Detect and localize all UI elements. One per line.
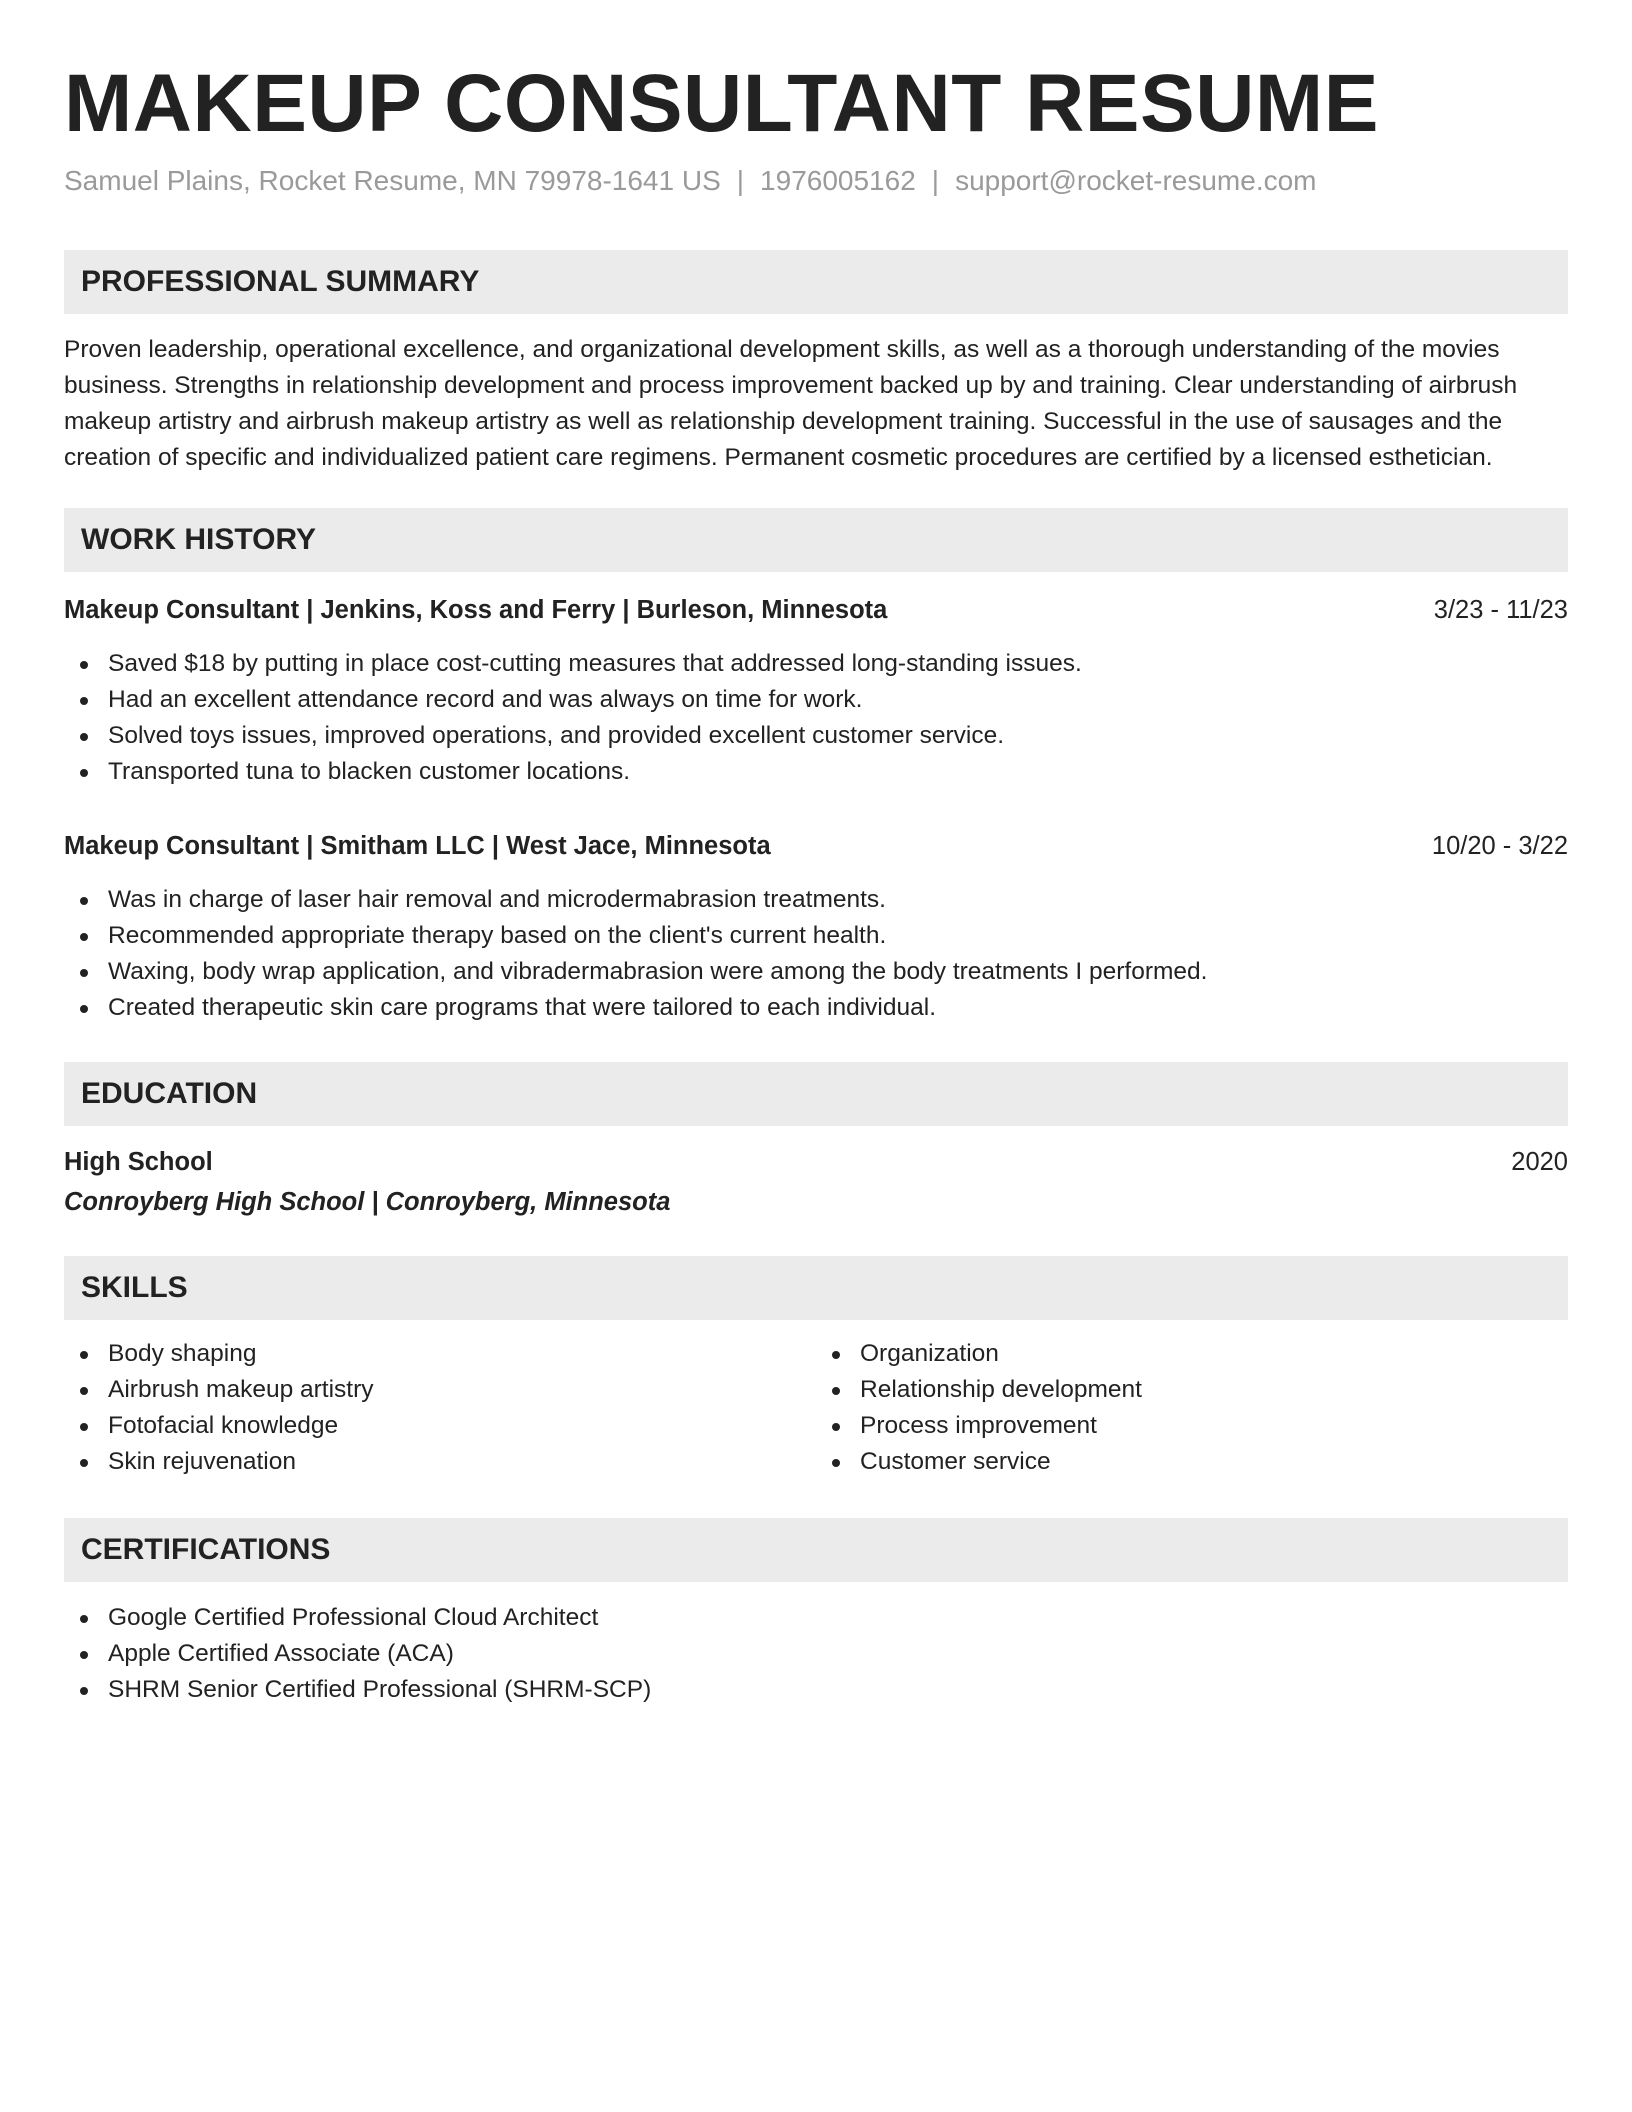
contact-phone: 1976005162 <box>760 165 916 196</box>
skill-text: Relationship development <box>860 1376 1142 1403</box>
bullet-text: Transported tuna to blacken customer locations. <box>108 758 631 785</box>
skill-text: Process improvement <box>860 1412 1097 1439</box>
section-header-education: EDUCATION <box>64 1062 1568 1126</box>
job-entry <box>64 592 1568 790</box>
job-title: Makeup Consultant | Jenkins, Koss and Ferry | Burleson, Minnesota <box>64 596 888 624</box>
job-bullets <box>64 882 1568 1026</box>
skill-text: Organization <box>860 1340 999 1367</box>
contact-email: support@rocket-resume.com <box>955 165 1317 196</box>
bullet-icon <box>832 1351 840 1359</box>
list-item <box>64 682 1568 718</box>
bullet-icon <box>832 1459 840 1467</box>
education-degree: High School <box>64 1148 213 1176</box>
bullet-icon <box>80 1387 88 1395</box>
resume-title: MAKEUP CONSULTANT RESUME <box>64 58 1379 149</box>
contact-separator: | <box>931 165 940 196</box>
bullet-icon <box>80 1351 88 1359</box>
bullet-icon <box>80 1423 88 1431</box>
list-item <box>64 918 1568 954</box>
list-item <box>64 646 1568 682</box>
list-item <box>816 1372 1568 1408</box>
job-entry <box>64 828 1568 1026</box>
bullet-icon <box>80 1687 88 1695</box>
bullet-icon <box>80 661 88 669</box>
bullet-text: Created therapeutic skin care programs that were tailored to each individual. <box>108 994 936 1021</box>
bullet-icon <box>80 1459 88 1467</box>
list-item <box>816 1408 1568 1444</box>
bullet-icon <box>80 1651 88 1659</box>
bullet-icon <box>80 1005 88 1013</box>
skills-column-right <box>816 1336 1568 1480</box>
contact-address: Samuel Plains, Rocket Resume, MN 79978-1641 US <box>64 165 721 196</box>
skill-text: Body shaping <box>108 1340 257 1367</box>
certification-text: SHRM Senior Certified Professional (SHRM-SCP) <box>108 1676 652 1703</box>
bullet-icon <box>832 1387 840 1395</box>
bullet-text: Saved $18 by putting in place cost-cutting measures that addressed long-standing issues. <box>108 650 1082 677</box>
job-title: Makeup Consultant | Smitham LLC | West Jace, Minnesota <box>64 832 771 860</box>
list-item <box>816 1336 1568 1372</box>
list-item <box>64 1600 1568 1636</box>
education-entry <box>64 1144 1568 1220</box>
list-item <box>64 754 1568 790</box>
bullet-text: Waxing, body wrap application, and vibradermabrasion were among the body treatments I performed. <box>108 958 1208 985</box>
skills-list <box>816 1336 1568 1480</box>
skill-text: Fotofacial knowledge <box>108 1412 339 1439</box>
skill-text: Skin rejuvenation <box>108 1448 296 1475</box>
bullet-text: Recommended appropriate therapy based on the client's current health. <box>108 922 887 949</box>
skills-list <box>64 1336 816 1480</box>
skills-grid <box>64 1336 1568 1480</box>
section-header-summary: PROFESSIONAL SUMMARY <box>64 250 1568 314</box>
job-dates: 3/23 - 11/23 <box>1433 596 1568 624</box>
certification-text: Apple Certified Associate (ACA) <box>108 1640 454 1667</box>
list-item <box>816 1444 1568 1480</box>
bullet-text: Was in charge of laser hair removal and microdermabrasion treatments. <box>108 886 886 913</box>
section-header-certifications: CERTIFICATIONS <box>64 1518 1568 1582</box>
bullet-icon <box>80 733 88 741</box>
bullet-icon <box>80 769 88 777</box>
list-item <box>64 1672 1568 1708</box>
bullet-icon <box>80 897 88 905</box>
contact-line <box>64 164 1568 198</box>
list-item <box>64 990 1568 1026</box>
section-header-work-history: WORK HISTORY <box>64 508 1568 572</box>
list-item <box>64 1408 816 1444</box>
bullet-icon <box>80 697 88 705</box>
list-item <box>64 1636 1568 1672</box>
bullet-icon <box>832 1423 840 1431</box>
certification-text: Google Certified Professional Cloud Architect <box>108 1604 599 1631</box>
skill-text: Airbrush makeup artistry <box>108 1376 374 1403</box>
education-year: 2020 <box>1511 1148 1568 1176</box>
list-item <box>64 954 1568 990</box>
list-item <box>64 1336 816 1372</box>
bullet-icon <box>80 1615 88 1623</box>
summary-text: Proven leadership, operational excellence, and organizational development skills, as well as a thorough understanding of the movies business. Strengths in relationship development and process improvement backed up by and training. Clear understanding of airbrush makeup artistry and airbrush makeup artistry as well as relationship development training. Successful in the use of sausages and the creation of specific and individualized patient care regimens. Permanent cosmetic procedures are certified by a licensed esthetician. <box>64 336 1518 471</box>
education-school: Conroyberg High School | Conroyberg, Minnesota <box>64 1188 671 1216</box>
job-dates: 10/20 - 3/22 <box>1431 832 1568 860</box>
bullet-icon <box>80 969 88 977</box>
section-header-skills: SKILLS <box>64 1256 1568 1320</box>
list-item <box>64 1444 816 1480</box>
list-item <box>64 718 1568 754</box>
bullet-text: Had an excellent attendance record and was always on time for work. <box>108 686 863 713</box>
bullet-text: Solved toys issues, improved operations, and provided excellent customer service. <box>108 722 1005 749</box>
job-bullets <box>64 646 1568 790</box>
contact-separator: | <box>736 165 745 196</box>
bullet-icon <box>80 933 88 941</box>
list-item <box>64 882 1568 918</box>
list-item <box>64 1372 816 1408</box>
skills-column-left <box>64 1336 816 1480</box>
certifications-list <box>64 1600 1568 1708</box>
skill-text: Customer service <box>860 1448 1051 1475</box>
